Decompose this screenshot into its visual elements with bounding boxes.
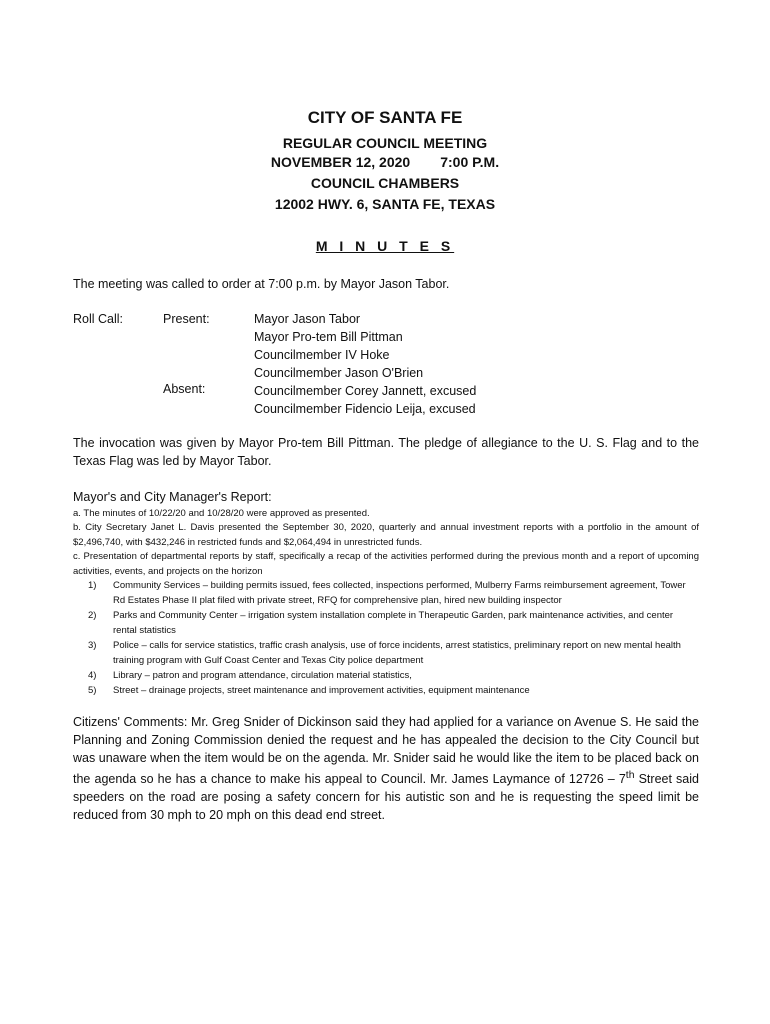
meeting-address: 12002 HWY. 6, SANTA FE, TEXAS (274, 196, 496, 212)
roll-call-label: Roll Call: (73, 312, 124, 326)
list-number: 3) (88, 640, 97, 651)
present-label: Present: (163, 312, 210, 326)
meeting-datetime (0, 154, 770, 170)
list-text: Parks and Community Center – irrigation system installation complete in Therapeutic Garden, park maintenance activities, and center rental statistics (113, 610, 674, 636)
department-report-list (73, 578, 699, 698)
meeting-type: REGULAR COUNCIL MEETING (282, 135, 488, 151)
meeting-time: 7:00 P.M. (440, 154, 500, 170)
list-text: Police – calls for service statistics, traffic crash analysis, use of force incidents, arrest statistics, preliminary report on new mental health training program with Gulf Coast Center and Texas City police department (113, 640, 681, 666)
list-item (73, 683, 699, 698)
list-number: 4) (88, 670, 97, 681)
absent-member: Councilmember Corey Jannett, excused (254, 384, 477, 398)
present-member: Councilmember Jason O'Brien (254, 366, 424, 380)
citizens-comments-part1: Citizens' Comments: Mr. Greg Snider of Dickinson said they had applied for a variance on Avenue S. He said the Planning and Zoning Commission denied the request and he has appealed the decision to the City Council but was unaware when the item would be on the agenda. Mr. Snider said he would like the item to be placed back on the agenda so he has a chance to make his appeal to Council. Mr. James Laymance of 12726 – 7 (73, 715, 699, 787)
city-title: CITY OF SANTA FE (307, 108, 463, 127)
list-number: 5) (88, 685, 97, 696)
present-member: Mayor Jason Tabor (254, 312, 361, 326)
invocation-paragraph: The invocation was given by Mayor Pro-tem Bill Pittman. The pledge of allegiance to the U. S. Flag and to the Texas Flag was led by Mayor Tabor. (73, 436, 699, 468)
absent-label: Absent: (163, 382, 206, 396)
attendee-list (254, 310, 476, 418)
list-item (73, 638, 699, 668)
present-member: Mayor Pro-tem Bill Pittman (254, 330, 403, 344)
ordinal-suffix: th (625, 770, 635, 781)
list-text: Library – patron and program attendance, circulation material statistics, (113, 670, 412, 681)
meeting-location: COUNCIL CHAMBERS (310, 175, 460, 191)
report-item-c: c. Presentation of departmental reports by staff, specifically a recap of the activities performed during the previous month and a report of upcoming activities, events, and projects on the horizon (73, 551, 699, 577)
report-heading: Mayor's and City Manager's Report: (73, 490, 272, 504)
list-item (73, 578, 699, 608)
list-item (73, 668, 699, 683)
call-to-order: The meeting was called to order at 7:00 p.m. by Mayor Jason Tabor. (73, 277, 450, 291)
present-member: Councilmember IV Hoke (254, 348, 390, 362)
list-number: 1) (88, 580, 97, 591)
list-item (73, 608, 699, 638)
report-item-b: b. City Secretary Janet L. Davis presented the September 30, 2020, quarterly and annual investment reports with a portfolio in the amount of $2,496,740, with $432,246 in restricted funds and $2,064,494 in unrestricted funds. (73, 522, 699, 548)
report-item-a: a. The minutes of 10/22/20 and 10/28/20 were approved as presented. (73, 508, 370, 519)
list-text: Street – drainage projects, street maintenance and improvement activities, equipment maintenance (113, 685, 530, 696)
citizens-comments-part2: Street said speeders on the road are posing a safety concern for his autistic son and he is requesting the speed limit be reduced from 30 mph to 20 mph on this dead end street. (73, 772, 699, 823)
minutes-heading: M I N U T E S (315, 238, 455, 254)
absent-member: Councilmember Fidencio Leija, excused (254, 402, 476, 416)
meeting-date: NOVEMBER 12, 2020 (270, 154, 411, 170)
citizens-comments-paragraph (73, 713, 699, 824)
list-number: 2) (88, 610, 97, 621)
list-text: Community Services – building permits issued, fees collected, inspections performed, Mulberry Farms reimbursement agreement, Tower Rd Estates Phase II plat filed with private street, RFQ for comprehensive plan, hired new building inspector (113, 580, 686, 606)
